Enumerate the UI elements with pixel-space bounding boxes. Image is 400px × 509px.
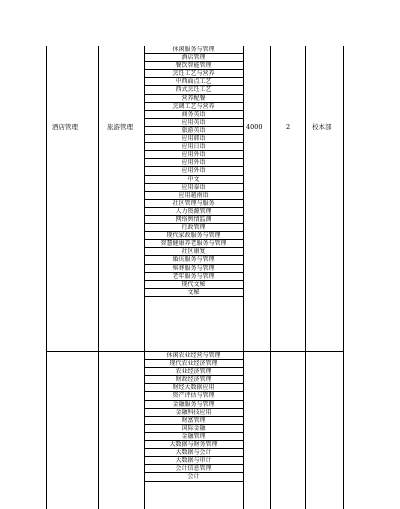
list-item: 金融管理 bbox=[144, 433, 243, 441]
list-item: 财富管理 bbox=[144, 417, 243, 425]
list-item: 会计信息管理 bbox=[144, 465, 243, 473]
list-item: 人力资源管理 bbox=[144, 208, 243, 216]
group1-quota: 2 bbox=[286, 123, 291, 131]
group1-major-list bbox=[144, 46, 243, 351]
list-item: 应用越南语 bbox=[144, 192, 243, 200]
list-item: 烹调工艺与营养 bbox=[144, 103, 243, 111]
list-item: 现代农业经济管理 bbox=[144, 360, 243, 368]
list-item: 商务英语 bbox=[144, 111, 243, 119]
list-item: 农业经济管理 bbox=[144, 368, 243, 376]
list-item: 营养配餐 bbox=[144, 95, 243, 103]
list-item: 社区管理与服务 bbox=[144, 200, 243, 208]
list-item: 金融服务与管理 bbox=[144, 401, 243, 409]
list-item: 休闲服务与管理 bbox=[144, 46, 243, 54]
list-item: 应用韩语 bbox=[144, 135, 243, 143]
list-item: 大数据与审计 bbox=[144, 457, 243, 465]
list-item: 金融科技应用 bbox=[144, 409, 243, 417]
list-item: 应用日语 bbox=[144, 143, 243, 151]
list-item: 应用外语 bbox=[144, 167, 243, 175]
list-item: 国际金融 bbox=[144, 425, 243, 433]
list-item: 餐饮智能管理 bbox=[144, 62, 243, 70]
group1-category: 酒店管理 bbox=[52, 123, 78, 131]
group1-score: 4000 bbox=[246, 123, 263, 131]
col-line-7 bbox=[343, 46, 344, 509]
list-item: 应用英语 bbox=[144, 119, 243, 127]
col-line-6 bbox=[305, 46, 306, 509]
list-item: 婚庆服务与管理 bbox=[144, 256, 243, 264]
col-line-1 bbox=[46, 46, 47, 509]
list-item: 中西面点工艺 bbox=[144, 78, 243, 86]
list-item: 会计 bbox=[144, 473, 243, 481]
list-item: 大数据与财务管理 bbox=[144, 441, 243, 449]
list-item: 烹饪工艺与营养 bbox=[144, 70, 243, 78]
list-item: 应用泰语 bbox=[144, 184, 243, 192]
list-item: 财政经济管理 bbox=[144, 376, 243, 384]
list-item: 应用外语 bbox=[144, 151, 243, 159]
col-line-2 bbox=[98, 46, 99, 509]
list-item: 网络舆情监测 bbox=[144, 216, 243, 224]
list-item: 西式烹饪工艺 bbox=[144, 86, 243, 94]
col-line-4 bbox=[243, 46, 244, 509]
list-item: 社区康复 bbox=[144, 248, 243, 256]
list-item: 财经大数据应用 bbox=[144, 384, 243, 392]
list-item: 大数据与会计 bbox=[144, 449, 243, 457]
list-item: 旅游英语 bbox=[144, 127, 243, 135]
list-item: 行政管理 bbox=[144, 224, 243, 232]
list-item: 中文 bbox=[144, 176, 243, 184]
list-item: 酒店管理 bbox=[144, 54, 243, 62]
list-item: 殡葬服务与管理 bbox=[144, 265, 243, 273]
list-item: 智慧健康养老服务与管理 bbox=[144, 240, 243, 248]
list-item: 现代家政服务与管理 bbox=[144, 232, 243, 240]
group1-major: 旅游管理 bbox=[107, 123, 133, 131]
list-item: 休闲农业经营与管理 bbox=[144, 352, 243, 360]
list-item: 资产评估与管理 bbox=[144, 392, 243, 400]
group2-major-list bbox=[144, 352, 243, 509]
list-item: 老年服务与管理 bbox=[144, 273, 243, 281]
col-line-5 bbox=[270, 46, 271, 509]
list-item: 文秘 bbox=[144, 289, 243, 297]
list-item: 应用外语 bbox=[144, 159, 243, 167]
list-item: 现代文秘 bbox=[144, 281, 243, 289]
group1-level: 校本部 bbox=[312, 123, 332, 131]
